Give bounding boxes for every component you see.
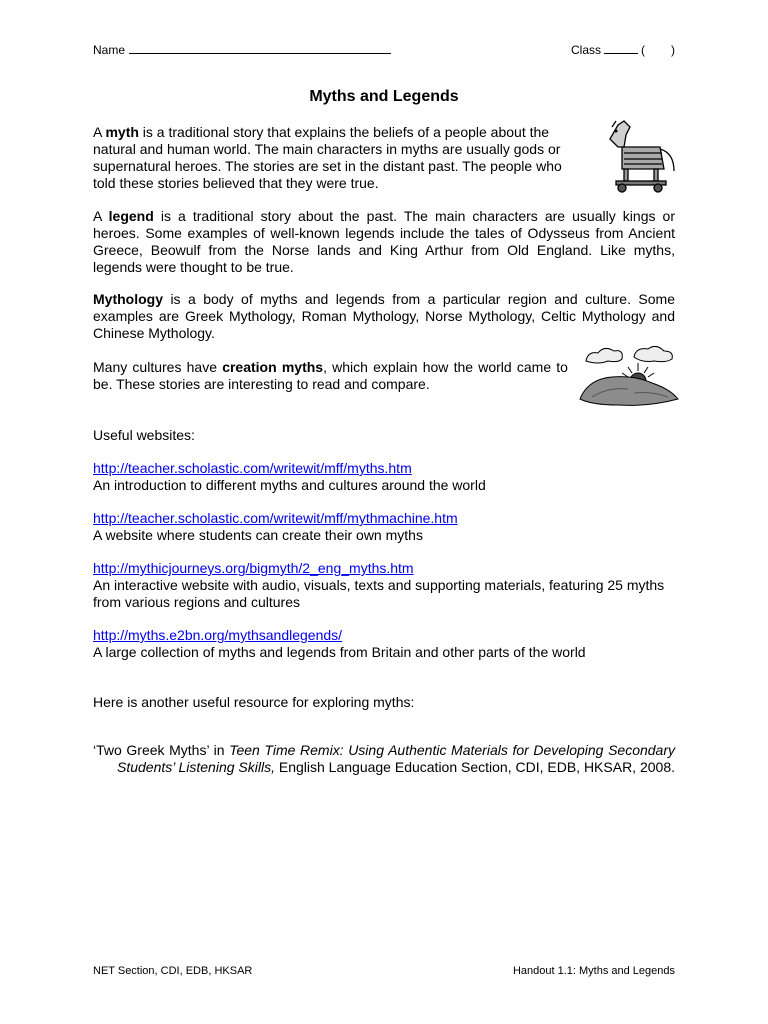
website-link[interactable]: http://teacher.scholastic.com/writewit/mff/mythmachine.htm — [93, 510, 458, 526]
class-field-group — [571, 42, 675, 57]
footer-left: NET Section, CDI, EDB, HKSAR — [93, 965, 253, 977]
name-label: Name — [93, 43, 126, 57]
name-field-group — [93, 42, 391, 57]
reference-citation — [93, 742, 675, 776]
website-entry — [93, 510, 675, 544]
mythology-paragraph — [93, 291, 675, 342]
website-description: An introduction to different myths and cultures around the world — [93, 477, 486, 493]
myth-paragraph — [93, 124, 588, 192]
website-link[interactable]: http://teacher.scholastic.com/writewit/mff/myths.htm — [93, 460, 412, 476]
websites-heading: Useful websites: — [93, 427, 195, 443]
mythology-text: is a body of myths and legends from a particular region and culture. Some examples are Greek Mythology, Roman Mythology, Norse Mythology, Celtic Mythology and Chinese Mythology. — [93, 291, 675, 341]
myth-term: myth — [105, 124, 139, 140]
page-title: Myths and Legends — [309, 88, 459, 105]
footer-right: Handout 1.1: Myths and Legends — [512, 965, 675, 977]
website-entry — [93, 627, 675, 661]
reference-source: English Language Education Section, CDI, EDB, HKSAR, 2008. — [274, 759, 675, 775]
resource-intro: Here is another useful resource for exploring myths: — [93, 694, 415, 710]
creation-paragraph — [93, 359, 568, 393]
myth-pre: A — [93, 124, 106, 140]
legend-text: is a traditional story about the past. The main characters are usually kings or heroes. Some examples of well-known legends include the tales of Odysseus from Ancient Greece, Beowulf from the Norse lands and King Arthur from Old England. Like myths, legends were thought to be true. — [93, 208, 675, 275]
paren-open: ( — [641, 43, 645, 57]
legend-pre: A — [93, 208, 109, 224]
myth-text: is a traditional story that explains the beliefs of a people about the natural and human world. The main characters in myths are usually gods or supernatural heroes. The stories are set in the distant past. The people who told these stories believed that they were true. — [93, 124, 562, 191]
website-entry — [93, 560, 675, 611]
page-header — [93, 42, 675, 60]
class-label: Class — [570, 43, 601, 57]
website-description: A large collection of myths and legends from Britain and other parts of the world — [93, 644, 586, 660]
creation-pre: Many cultures have — [93, 359, 223, 375]
creation-text: , which explain how the world came to be. These stories are interesting to read and compare. — [93, 359, 568, 392]
reference-title: Teen Time Remix: Using Authentic Materials for Developing Secondary Students’ Listening Skills, — [117, 742, 676, 775]
creation-term: creation myths — [222, 359, 324, 375]
website-entry — [93, 460, 675, 494]
website-link[interactable]: http://myths.e2bn.org/mythsandlegends/ — [93, 627, 343, 643]
paren-close: ) — [671, 43, 675, 57]
mythology-term: Mythology — [93, 291, 163, 307]
trojan-horse-image — [600, 117, 682, 193]
legend-term: legend — [108, 208, 154, 224]
name-blank-line[interactable] — [129, 42, 391, 54]
website-description: A website where students can create their own myths — [93, 527, 423, 543]
website-link[interactable]: http://mythicjourneys.org/bigmyth/2_eng_myths.htm — [93, 560, 414, 576]
legend-paragraph — [93, 208, 675, 276]
sunrise-hill-image — [578, 343, 680, 409]
website-description: An interactive website with audio, visuals, texts and supporting materials, featuring 25 myths from various regions and cultures — [93, 577, 665, 610]
reference-pre: ‘Two Greek Myths’ in — [93, 742, 230, 758]
class-blank-line[interactable] — [604, 42, 638, 54]
